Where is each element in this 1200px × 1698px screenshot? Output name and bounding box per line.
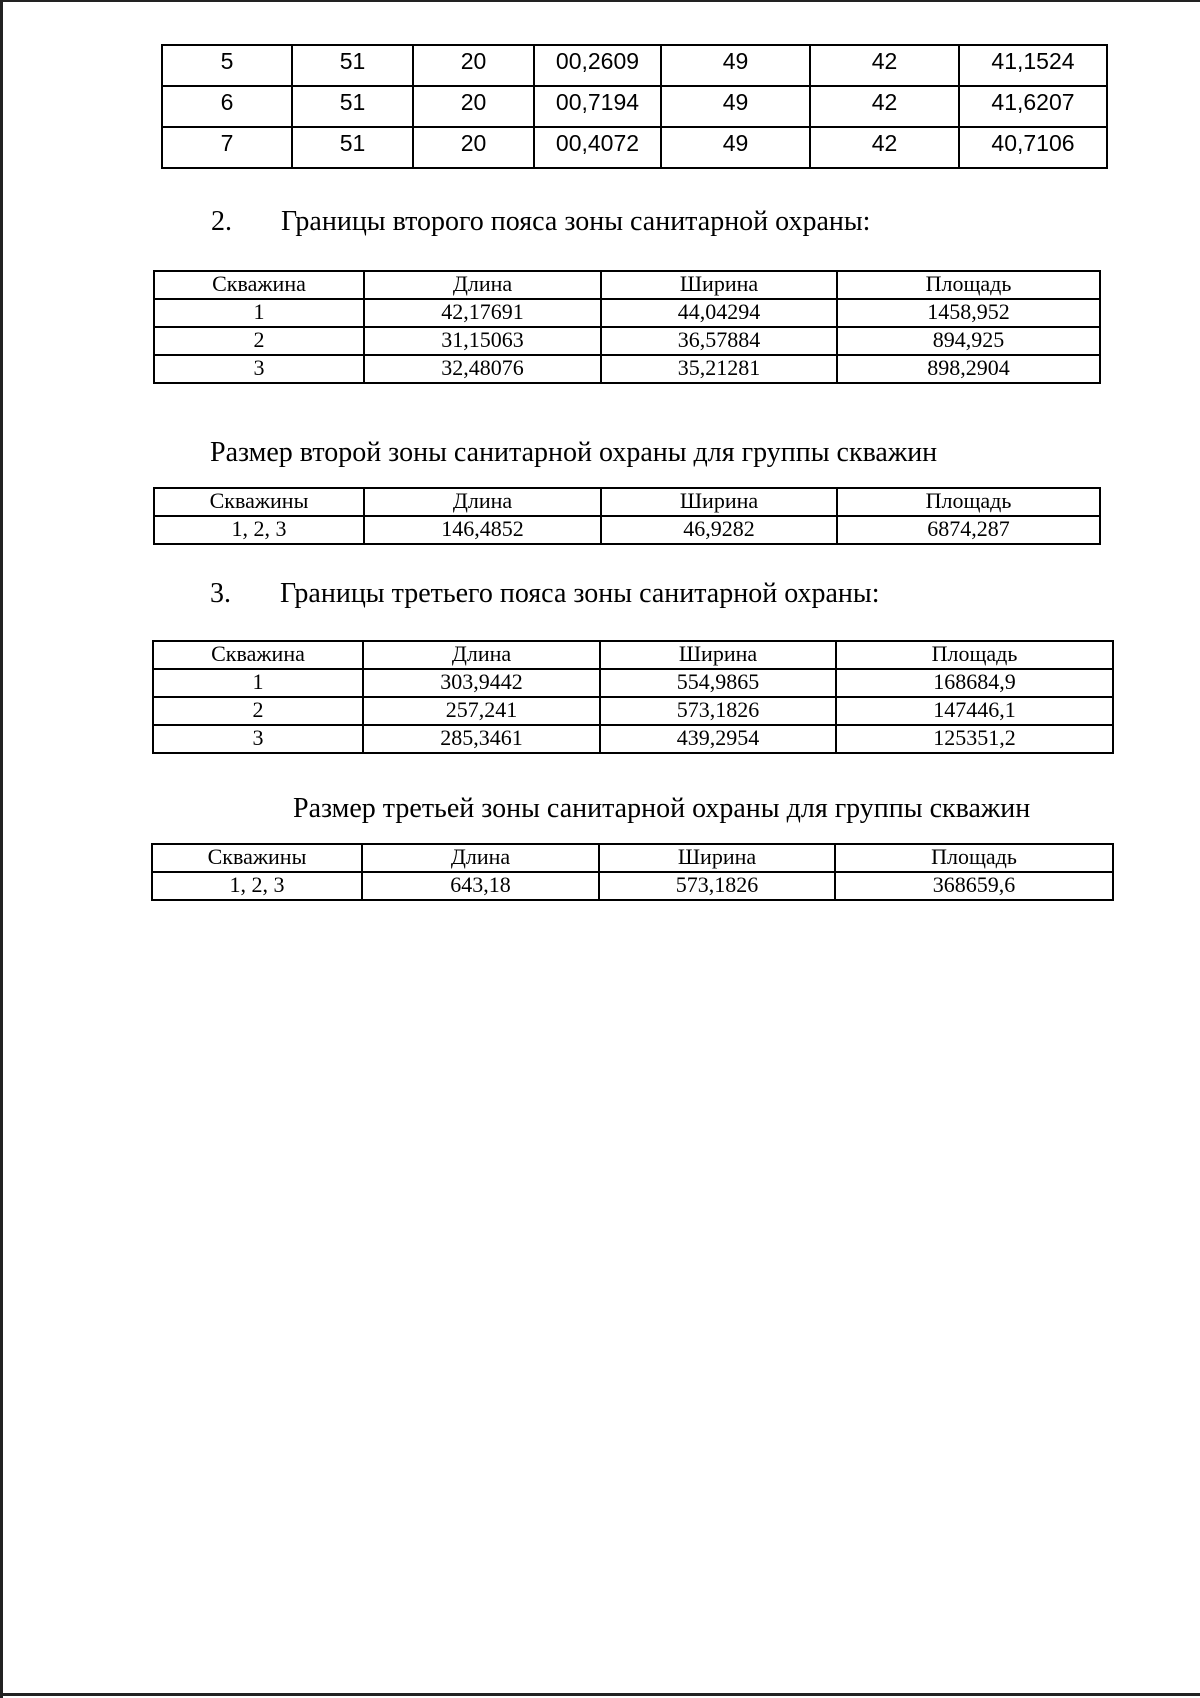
section-3-group-table bbox=[151, 843, 1114, 901]
table-header-row bbox=[153, 641, 1113, 669]
table-cell: 46,9282 bbox=[601, 516, 837, 544]
section-3-table-block bbox=[152, 640, 1114, 754]
table-cell: 554,9865 bbox=[600, 669, 836, 697]
table-cell: 1 bbox=[154, 299, 364, 327]
table-row bbox=[154, 355, 1100, 383]
table-cell: 41,1524 bbox=[959, 45, 1107, 86]
table-cell: 368659,6 bbox=[835, 872, 1113, 900]
column-header: Площадь bbox=[837, 271, 1100, 299]
coordinates-table bbox=[161, 44, 1108, 169]
table-cell: 146,4852 bbox=[364, 516, 601, 544]
column-header: Длина bbox=[363, 641, 600, 669]
table-row bbox=[153, 725, 1113, 753]
column-header: Скважины bbox=[152, 844, 362, 872]
table-cell: 573,1826 bbox=[600, 697, 836, 725]
column-header: Скважина bbox=[154, 271, 364, 299]
column-header: Скважина bbox=[153, 641, 363, 669]
table-cell: 2 bbox=[153, 697, 363, 725]
table-cell: 147446,1 bbox=[836, 697, 1113, 725]
column-header: Скважины bbox=[154, 488, 364, 516]
column-header: Ширина bbox=[601, 488, 837, 516]
table-cell: 20 bbox=[413, 127, 534, 168]
table-cell: 00,4072 bbox=[534, 127, 661, 168]
table-cell: 51 bbox=[292, 127, 413, 168]
section-3-group-heading: Размер третьей зоны санитарной охраны для группы скважин bbox=[293, 793, 1031, 824]
page-edge-top bbox=[0, 0, 1200, 2]
table-cell: 168684,9 bbox=[836, 669, 1113, 697]
table-cell: 3 bbox=[153, 725, 363, 753]
table-row bbox=[162, 127, 1107, 168]
table-cell: 3 bbox=[154, 355, 364, 383]
column-header: Площадь bbox=[835, 844, 1113, 872]
page-edge-left bbox=[0, 0, 3, 1698]
table-cell: 1458,952 bbox=[837, 299, 1100, 327]
table-row bbox=[154, 327, 1100, 355]
table-cell: 20 bbox=[413, 45, 534, 86]
table-row bbox=[154, 516, 1100, 544]
table-cell: 6 bbox=[162, 86, 292, 127]
table-cell: 303,9442 bbox=[363, 669, 600, 697]
table-cell: 898,2904 bbox=[837, 355, 1100, 383]
section-2-group-table bbox=[153, 487, 1101, 545]
table-row bbox=[154, 299, 1100, 327]
table-cell: 125351,2 bbox=[836, 725, 1113, 753]
table-cell: 49 bbox=[661, 86, 810, 127]
column-header: Площадь bbox=[837, 488, 1100, 516]
table-cell: 32,48076 bbox=[364, 355, 601, 383]
section-3-table bbox=[152, 640, 1114, 754]
coordinates-table-block bbox=[161, 44, 1108, 169]
table-cell: 573,1826 bbox=[599, 872, 835, 900]
table-row bbox=[162, 45, 1107, 86]
table-cell: 42 bbox=[810, 86, 959, 127]
table-header-row bbox=[154, 271, 1100, 299]
table-cell: 1, 2, 3 bbox=[154, 516, 364, 544]
table-header-row bbox=[152, 844, 1113, 872]
table-cell: 285,3461 bbox=[363, 725, 600, 753]
table-cell: 6874,287 bbox=[837, 516, 1100, 544]
column-header: Длина bbox=[364, 271, 601, 299]
section-2-table-block bbox=[153, 270, 1101, 384]
section-2-group-heading: Размер второй зоны санитарной охраны для группы скважин bbox=[210, 437, 938, 468]
table-header-row bbox=[154, 488, 1100, 516]
table-cell: 42 bbox=[810, 127, 959, 168]
table-cell: 44,04294 bbox=[601, 299, 837, 327]
table-cell: 51 bbox=[292, 45, 413, 86]
table-cell: 49 bbox=[661, 127, 810, 168]
table-cell: 643,18 bbox=[362, 872, 599, 900]
table-row bbox=[153, 697, 1113, 725]
table-cell: 20 bbox=[413, 86, 534, 127]
table-row bbox=[152, 872, 1113, 900]
table-cell: 42 bbox=[810, 45, 959, 86]
table-cell: 00,2609 bbox=[534, 45, 661, 86]
table-cell: 5 bbox=[162, 45, 292, 86]
table-cell: 00,7194 bbox=[534, 86, 661, 127]
table-cell: 36,57884 bbox=[601, 327, 837, 355]
column-header: Ширина bbox=[600, 641, 836, 669]
column-header: Площадь bbox=[836, 641, 1113, 669]
table-row bbox=[162, 86, 1107, 127]
section-3-group-table-block bbox=[151, 843, 1114, 901]
column-header: Длина bbox=[362, 844, 599, 872]
table-cell: 31,15063 bbox=[364, 327, 601, 355]
section-3-title: Границы третьего пояса зоны санитарной охраны: bbox=[280, 578, 880, 609]
table-cell: 257,241 bbox=[363, 697, 600, 725]
table-cell: 1, 2, 3 bbox=[152, 872, 362, 900]
table-cell: 35,21281 bbox=[601, 355, 837, 383]
column-header: Длина bbox=[364, 488, 601, 516]
section-3-heading bbox=[210, 578, 880, 610]
table-cell: 51 bbox=[292, 86, 413, 127]
column-header: Ширина bbox=[601, 271, 837, 299]
section-2-heading bbox=[211, 206, 870, 238]
table-cell: 1 bbox=[153, 669, 363, 697]
column-header: Ширина bbox=[599, 844, 835, 872]
section-2-table bbox=[153, 270, 1101, 384]
section-3-number: 3. bbox=[210, 578, 231, 609]
table-cell: 40,7106 bbox=[959, 127, 1107, 168]
table-row bbox=[153, 669, 1113, 697]
table-cell: 49 bbox=[661, 45, 810, 86]
table-cell: 42,17691 bbox=[364, 299, 601, 327]
section-2-number: 2. bbox=[211, 206, 232, 237]
section-2-title: Границы второго пояса зоны санитарной охраны: bbox=[281, 206, 871, 237]
section-2-group-table-block bbox=[153, 487, 1101, 545]
table-cell: 894,925 bbox=[837, 327, 1100, 355]
table-cell: 7 bbox=[162, 127, 292, 168]
table-cell: 41,6207 bbox=[959, 86, 1107, 127]
table-cell: 2 bbox=[154, 327, 364, 355]
page-edge-bottom bbox=[0, 1693, 1200, 1696]
table-cell: 439,2954 bbox=[600, 725, 836, 753]
